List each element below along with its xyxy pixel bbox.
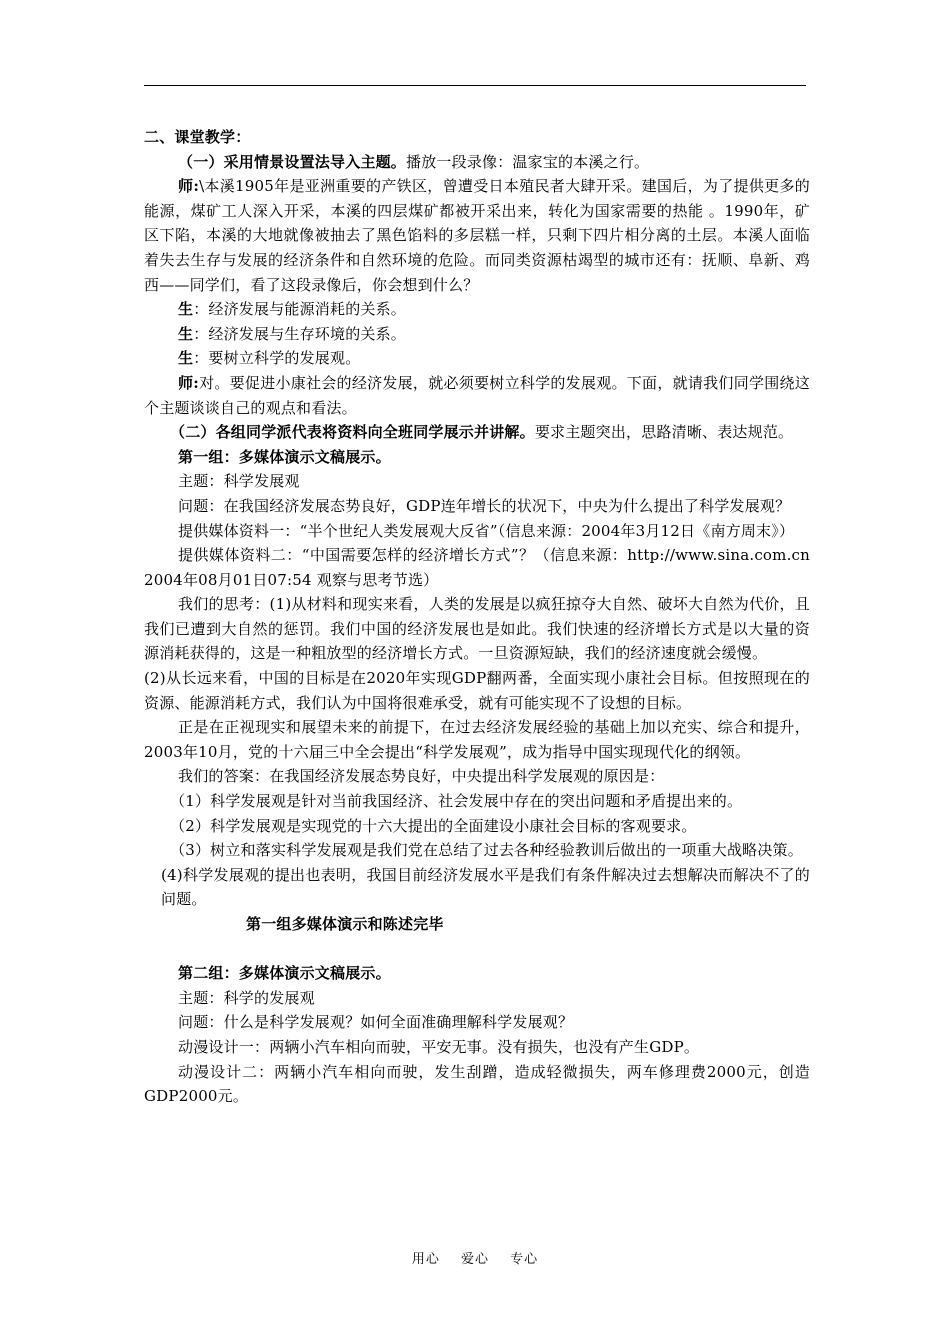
teacher-text: 对。要促进小康社会的经济发展，就必须要树立科学的发展观。下面，就请我们同学围绕这个主题谈谈自己的观点和看法。 — [144, 373, 810, 417]
student-line: 生：要树立科学的发展观。 — [178, 349, 361, 368]
teacher-paragraph-2 — [144, 371, 810, 420]
part2-heading: （二）各组同学派代表将资料向全班同学展示并讲解。 — [170, 423, 535, 442]
part1-heading: （一）采用情景设置法导入主题。 — [178, 152, 407, 171]
group1-question: 问题：在我国经济发展态势良好，GDP连年增长的状况下，中央为什么提出了科学发展观？ — [178, 496, 791, 515]
group2-animation-2: 动漫设计二：两辆小汽车相向而驶，发生刮蹭，造成轻微损失，两车修理费2000元，创造GDP2000元。 — [144, 1062, 810, 1106]
group2-heading: 第二组：多媒体演示文稿展示。 — [178, 964, 391, 983]
teacher-text: \本溪1905年是亚洲重要的产铁区，曾遭受日本殖民者大肆开采。建国后，为了提供更多的能源，煤矿工人深入开采，本溪的四层煤矿都被开采出来，转化为国家需要的热能 。1990年，矿区下陷，本溪的大地就像被抽去了黑色馅料的多层糕一样，只剩下四片相分离的土层。本溪人面临着失去生存与发展的经济条件和自然环境的危险。而同类资源枯竭型的城市还有：抚顺、阜新、鸡西——同学们，看了这段录像后，你会想到什么？ — [144, 177, 811, 294]
group1-answer-item: (4)科学发展观的提出也表明，我国目前经济发展水平是我们有条件解决过去想解决而解决不了的问题。 — [161, 865, 810, 909]
part2-paragraph — [144, 420, 810, 445]
section-title: 二、课堂教学： — [144, 128, 251, 146]
group1-heading: 第一组：多媒体演示文稿展示。 — [178, 447, 391, 466]
group1-answer-intro: 我们的答案：在我国经济发展态势良好，中央提出科学发展观的原因是： — [178, 767, 665, 786]
group1-closing: 第一组多媒体演示和陈述完毕 — [246, 915, 444, 933]
part1-paragraph — [144, 150, 810, 175]
teacher-paragraph-1 — [144, 174, 810, 297]
page-footer — [0, 1248, 950, 1267]
group1-material-1: 提供媒体资料一：“半个世纪人类发展观大反省”（信息来源：2004年3月12日《南方周末》） — [178, 521, 795, 540]
group1-thinking-2: (2)从长远来看，中国的目标是在2020年实现GDP翻两番，全面实现小康社会目标。但按照现在的资源、能源消耗方式，我们认为中国将很难承受，就有可能实现不了设想的目标。 — [144, 669, 810, 712]
part2-text: 要求主题突出，思路清晰、表达规范。 — [534, 423, 794, 442]
footer-word: 专心 — [510, 1252, 539, 1267]
group2-topic: 主题：科学的发展观 — [178, 988, 315, 1007]
part1-text: 播放一段录像：温家宝的本溪之行。 — [406, 152, 650, 171]
group1-answer-item: （3）树立和落实科学发展观是我们党在总结了过去各种经验教训后做出的一项重大战略决策。 — [170, 841, 803, 860]
student-line: 生：经济发展与能源消耗的关系。 — [178, 300, 407, 319]
group1-answer-item: （2）科学发展观是实现党的十六大提出的全面建设小康社会目标的客观要求。 — [170, 816, 697, 835]
group1-thinking-1: 我们的思考：(1)从材料和现实来看，人类的发展是以疯狂掠夺大自然、破坏大自然为代价，且我们已遭到大自然的惩罚。我们中国的经济发展也是如此。我们快速的经济增长方式是以大量的资源消耗获得的，这是一种粗放型的经济增长方式。一旦资源短缺，我们的经济速度就会缓慢。 — [144, 595, 810, 663]
group1-topic: 主题：科学发展观 — [178, 472, 300, 491]
group1-thinking-3: 正是在正视现实和展望未来的前提下，在过去经济发展经验的基础上加以充实、综合和提升，2003年10月，党的十六届三中全会提出“科学发展观”，成为指导中国实现现代化的纲领。 — [144, 718, 810, 761]
footer-word: 用心 — [411, 1252, 440, 1267]
teacher-label: 师: — [178, 177, 200, 196]
header-rule — [144, 85, 806, 86]
group2-animation-1: 动漫设计一：两辆小汽车相向而驶，平安无事。没有损失，也没有产生GDP。 — [178, 1037, 700, 1056]
teacher-label: 师: — [178, 373, 200, 392]
footer-word: 爱心 — [460, 1252, 489, 1267]
group1-material-2: 提供媒体资料二：“中国需要怎样的经济增长方式”？（信息来源：http://www.sina.com.cn 2004年08月01日07:54 观察与思考节选） — [144, 546, 810, 589]
group2-question: 问题：什么是科学发展观？如何全面准确理解科学发展观？ — [178, 1013, 574, 1032]
blank-line — [144, 937, 810, 962]
student-line: 生：经济发展与生存环境的关系。 — [178, 324, 407, 343]
document-body — [144, 125, 810, 1109]
group1-answer-item: （1）科学发展观是针对当前我国经济、社会发展中存在的突出问题和矛盾提出来的。 — [170, 792, 743, 811]
